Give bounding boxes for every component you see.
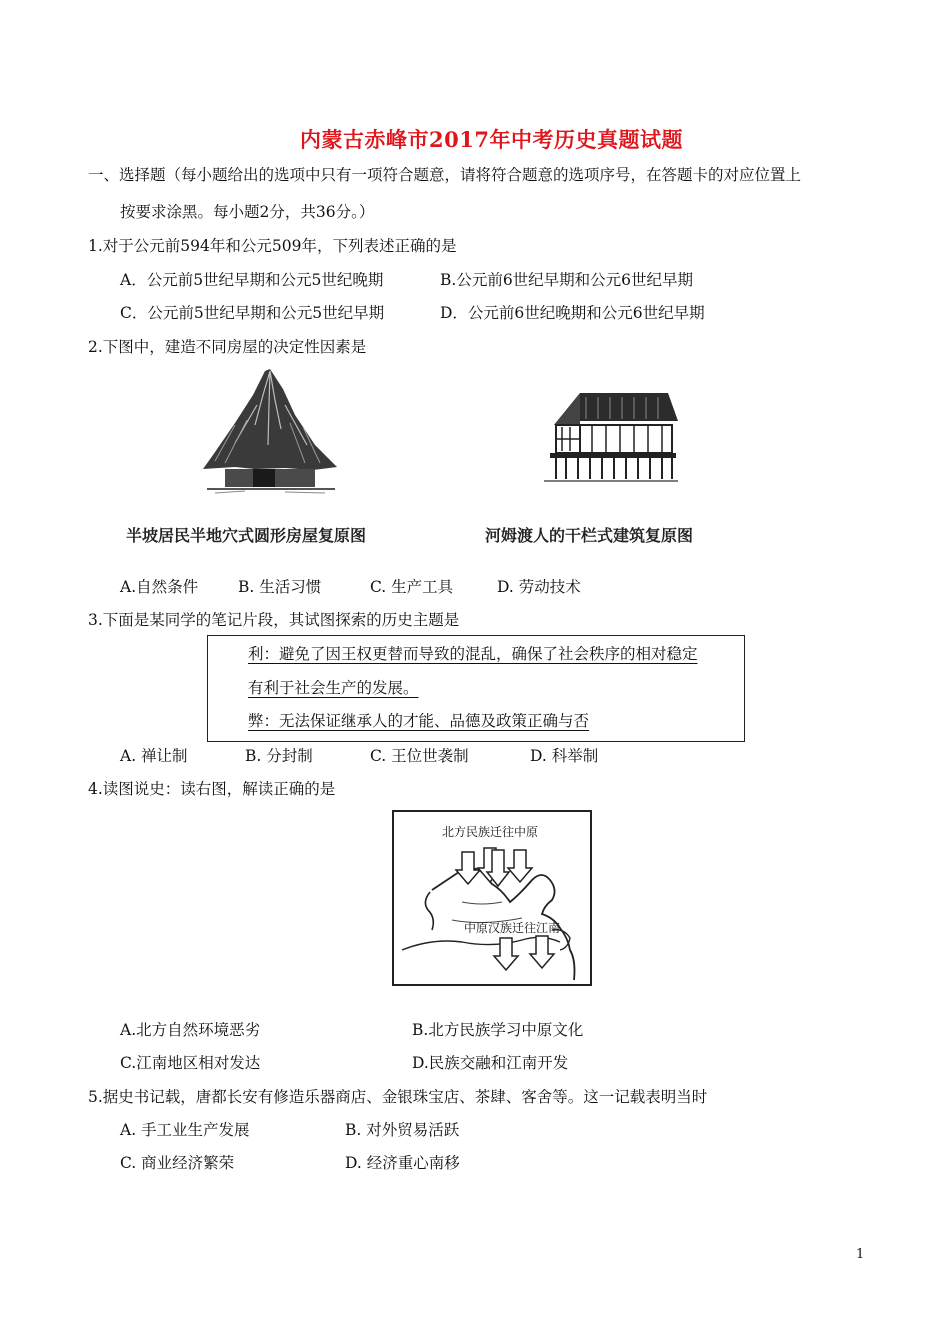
q3-option-a[interactable]: A. 禅让制 <box>120 747 188 765</box>
q5-option-d[interactable]: D. 经济重心南移 <box>345 1154 460 1172</box>
note-line-advantage-cont: 有利于社会生产的发展。 <box>248 679 419 697</box>
q2-option-d[interactable]: D. 劳动技术 <box>497 578 581 596</box>
q4-option-a[interactable]: A.北方自然环境恶劣 <box>120 1021 261 1039</box>
q2-stem: 2.下图中，建造不同房屋的决定性因素是 <box>88 338 367 356</box>
map-label-south: 中原汉族迁往江南 <box>464 921 561 935</box>
q4-option-c[interactable]: C.江南地区相对发达 <box>120 1054 261 1072</box>
q2-option-a[interactable]: A.自然条件 <box>120 578 199 596</box>
q3-stem: 3.下面是某同学的笔记片段，其试图探索的历史主题是 <box>88 611 460 629</box>
q3-option-c[interactable]: C. 王位世袭制 <box>370 747 469 765</box>
q5-stem: 5.据史书记载，唐都长安有修造乐器商店、金银珠宝店、茶肆、客舍等。这一记载表明当时 <box>88 1088 708 1106</box>
page-title: 内蒙古赤峰市2017年中考历史真题试题 <box>300 127 683 152</box>
q2-option-b[interactable]: B. 生活习惯 <box>238 578 322 596</box>
q1-option-c[interactable]: C．公元前5世纪早期和公元5世纪早期 <box>120 304 385 322</box>
figure-caption-banpo: 半坡居民半地穴式圆形房屋复原图 <box>126 526 367 545</box>
figure-caption-hemudu: 河姆渡人的干栏式建筑复原图 <box>485 526 694 545</box>
q5-option-c[interactable]: C. 商业经济繁荣 <box>120 1154 235 1172</box>
q3-option-d[interactable]: D. 科举制 <box>530 747 599 765</box>
section-instructions: 一、选择题（每小题给出的选项中只有一项符合题意，请将符合题意的选项序号，在答题卡的对应位置上 <box>88 166 802 184</box>
q4-stem: 4.读图说史：读右图，解读正确的是 <box>88 780 336 798</box>
migration-map-image <box>392 810 592 986</box>
q1-option-a[interactable]: A．公元前5世纪早期和公元5世纪晚期 <box>120 271 384 289</box>
q5-option-a[interactable]: A. 手工业生产发展 <box>120 1121 250 1139</box>
q4-option-b[interactable]: B.北方民族学习中原文化 <box>412 1021 584 1039</box>
page-number: 1 <box>856 1247 865 1262</box>
q3-option-b[interactable]: B. 分封制 <box>245 747 313 765</box>
q1-option-b[interactable]: B.公元前6世纪早期和公元6世纪早期 <box>440 271 694 289</box>
q1-option-d[interactable]: D．公元前6世纪晚期和公元6世纪早期 <box>440 304 705 322</box>
q5-option-b[interactable]: B. 对外贸易活跃 <box>345 1121 460 1139</box>
note-line-advantage: 利：避免了因王权更替而导致的混乱，确保了社会秩序的相对稳定 <box>248 645 698 663</box>
map-label-north: 北方民族迁往中原 <box>442 825 539 839</box>
hemudu-house-image <box>540 385 680 485</box>
q4-option-d[interactable]: D.民族交融和江南开发 <box>412 1054 569 1072</box>
section-instructions-cont: 按要求涂黑。每小题2分，共36分。） <box>120 203 375 221</box>
banpo-house-image <box>195 365 345 500</box>
note-line-disadvantage: 弊：无法保证继承人的才能、品德及政策正确与否 <box>248 712 590 730</box>
q2-option-c[interactable]: C. 生产工具 <box>370 578 454 596</box>
q1-stem: 1.对于公元前594年和公元509年，下列表述正确的是 <box>88 237 457 255</box>
